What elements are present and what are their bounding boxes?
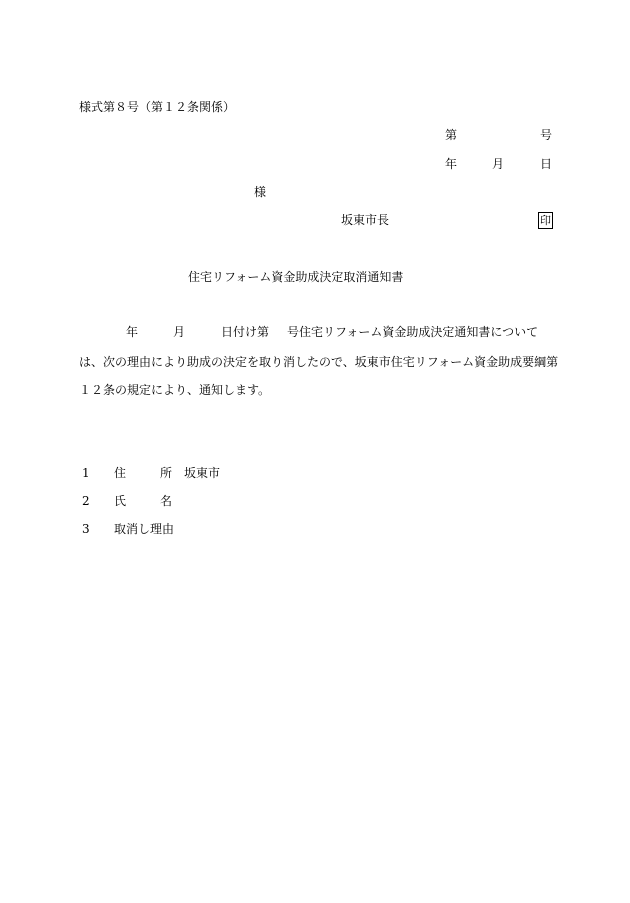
date-month: 月 [492, 157, 505, 171]
date-year: 年 [445, 157, 458, 171]
item-label: 取消し理由 [114, 522, 175, 536]
body-line3: １２条の規定により、通知します。 [79, 383, 271, 397]
issuer-name: 坂東市長 [341, 213, 390, 227]
body-line1-dated: 日付け第 [221, 325, 270, 339]
item-label-part2: 名 [160, 494, 173, 508]
item-label-part1: 氏 [114, 494, 127, 508]
body-line1-year: 年 [126, 325, 139, 339]
body-line1-rest: 号住宅リフォーム資金助成決定通知書について [287, 325, 539, 339]
item-label-part1: 住 [114, 466, 127, 480]
seal-stamp: 印 [540, 214, 551, 227]
form-number-header: 様式第８号（第１２条関係） [79, 100, 236, 114]
document-title: 住宅リフォーム資金助成決定取消通知書 [188, 270, 404, 284]
item-label-part2: 所 [160, 466, 173, 480]
item-number: 1 [82, 466, 90, 480]
doc-number-suffix: 号 [540, 128, 553, 142]
body-line1-month: 月 [173, 325, 186, 339]
item-number: 3 [82, 522, 90, 536]
date-day: 日 [540, 157, 553, 171]
body-line2: は、次の理由により助成の決定を取り消したので、坂東市住宅リフォーム資金助成要綱第 [79, 355, 559, 369]
addressee-honorific: 様 [254, 185, 267, 199]
item-value: 坂東市 [184, 466, 221, 480]
item-number: 2 [82, 494, 90, 508]
doc-number-prefix: 第 [445, 128, 458, 142]
